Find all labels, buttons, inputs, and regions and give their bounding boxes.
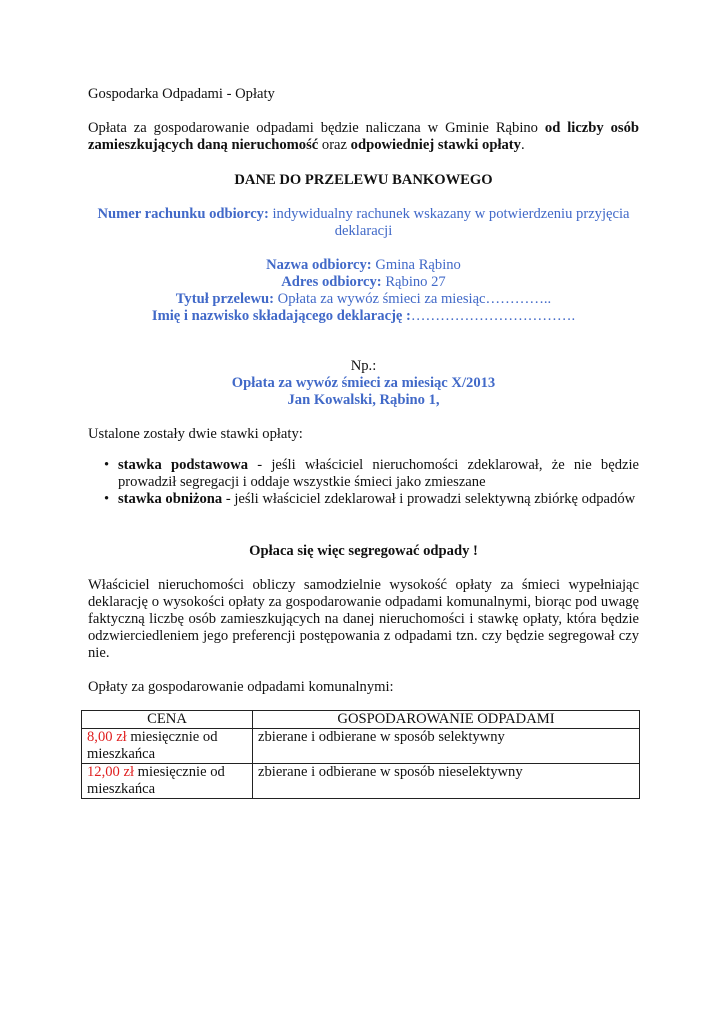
table-header-row	[82, 711, 640, 729]
intro-text-3: .	[520, 137, 525, 153]
price-value: 8,00 zł	[87, 729, 127, 745]
page-title: Gospodarka Odpadami - Opłaty	[88, 86, 275, 102]
recipient-address: Adres odbiorcy: Rąbino 27	[281, 274, 446, 290]
transfer-heading: DANE DO PRZELEWU BANKOWEGO	[234, 172, 493, 188]
table-row	[82, 764, 640, 799]
table-row	[82, 729, 640, 764]
declarant-name: Imię i nazwisko składającego deklarację :…………………………….	[151, 308, 576, 324]
column-header-method: GOSPODAROWANIE ODPADAMI	[253, 711, 640, 729]
rates-intro: Ustalone zostały dwie stawki opłaty:	[88, 426, 303, 442]
account-number	[88, 206, 639, 240]
intro-text-1: Opłata za gospodarowanie odpadami będzie naliczana w Gminie Rąbino	[88, 120, 545, 136]
recipient-name: Nazwa odbiorcy: Gmina Rąbino	[266, 257, 461, 273]
fees-table	[81, 710, 640, 799]
list-item: • stawka podstawowa - jeśli właściciel nieruchomości zdeklarował, że nie będzie prowadził segregacji i oddaje wszystkie śmieci jako zmieszane	[88, 457, 639, 491]
intro-text-2: oraz	[318, 137, 351, 153]
transfer-title: Tytuł przelewu: Opłata za wywóz śmieci za miesiąc…………..	[175, 291, 552, 307]
intro-bold-2: odpowiedniej stawki opłaty	[350, 137, 521, 153]
intro-paragraph	[88, 120, 639, 154]
account-label: Numer rachunku odbiorcy:	[97, 206, 269, 222]
price-cell: 12,00 zł miesięcznie od mieszkańca	[82, 764, 253, 799]
method-cell: zbierane i odbierane w sposób nieselektywny	[253, 764, 640, 799]
account-value: indywidualny rachunek wskazany w potwierdzeniu przyjęcia deklaracji	[268, 206, 630, 239]
example-line-2: Jan Kowalski, Rąbino 1,	[287, 392, 440, 408]
slogan: Opłaca się więc segregować odpady !	[249, 543, 478, 559]
intro-bold-1: od liczby osób zamieszkujących daną nieruchomość	[88, 120, 639, 153]
list-item: • stawka obniżona - jeśli właściciel zdeklarował i prowadzi selektywną zbiórkę odpadów	[88, 491, 639, 508]
explanation-paragraph: Właściciel nieruchomości obliczy samodzielnie wysokość opłaty za śmieci wypełniając deklarację o wysokości opłaty za gospodarowanie odpadami komunalnymi, biorąc pod uwagę faktyczną liczbę osób zamieszkujących na danej nieruchomości i stawkę opłaty, która będzie odzwierciedleniem jego preferencji postępowania z odpadami tzn. czy będzie segregował czy nie.	[88, 577, 639, 661]
table-caption: Opłaty za gospodarowanie odpadami komunalnymi:	[88, 679, 394, 695]
price-cell: 8,00 zł miesięcznie od mieszkańca	[82, 729, 253, 764]
example-line-1: Opłata za wywóz śmieci za miesiąc X/2013	[231, 375, 496, 391]
price-value: 12,00 zł	[87, 764, 135, 780]
rates-list	[88, 457, 639, 508]
method-cell: zbierane i odbierane w sposób selektywny	[253, 729, 640, 764]
example-label: Np.:	[350, 358, 377, 374]
column-header-price: CENA	[82, 711, 253, 729]
